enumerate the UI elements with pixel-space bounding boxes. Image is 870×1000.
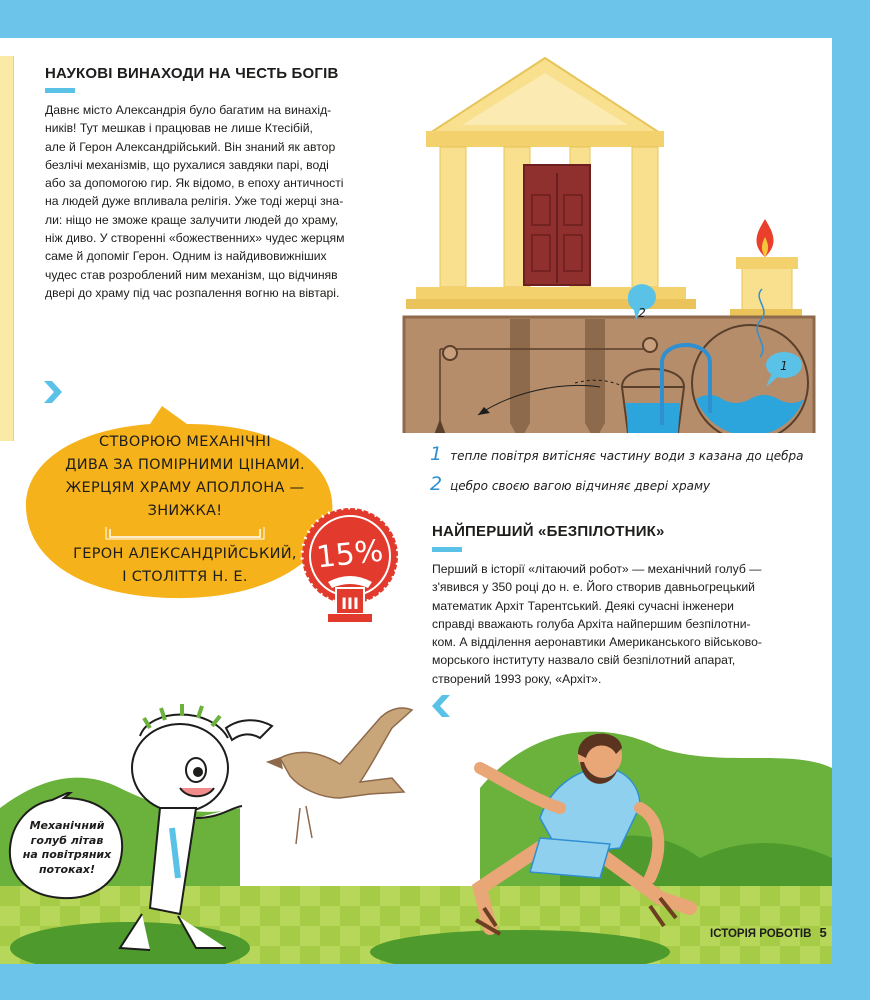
marker-2-label: 2 bbox=[638, 306, 646, 320]
altar bbox=[742, 267, 792, 311]
temple-column bbox=[440, 147, 466, 287]
footer-label: ІСТОРІЯ РОБОТІВ bbox=[710, 928, 812, 940]
text-line: морського інституту назвало свій безпілотний апарат, bbox=[432, 653, 736, 668]
text-line: але й Герон Александрійський. Він знаний як автор bbox=[45, 139, 336, 154]
quote-line: СТВОРЮЮ МЕХАНІЧНІ bbox=[99, 434, 271, 450]
text-line: ли: ніщо не зможе краще залучити людей до храму, bbox=[45, 212, 339, 227]
bubble-line: голуб літав bbox=[30, 833, 104, 847]
text-line: з'явився у 350 році до н. е. Його створив давньогрецький bbox=[432, 580, 755, 595]
speech-bubble-text bbox=[14, 819, 120, 877]
marker-1-label: 1 bbox=[780, 359, 788, 373]
left-edge-strip bbox=[0, 56, 14, 441]
caption-2 bbox=[430, 473, 710, 495]
caption-2-text: цебро своєю вагою відчиняє двері храму bbox=[450, 479, 711, 493]
discount-seal bbox=[298, 500, 408, 632]
page-number: 5 bbox=[819, 925, 827, 940]
temple-diagram bbox=[400, 53, 820, 433]
speech-quote bbox=[50, 431, 320, 523]
text-line: математик Архіт Тарентський. Деякі сучасні інженери bbox=[432, 598, 734, 613]
text-line: або за допомогою гир. Як відомо, в епоху античності bbox=[45, 176, 344, 191]
section1-rule bbox=[45, 88, 75, 93]
speech-text-block bbox=[50, 431, 320, 589]
section1-text bbox=[45, 101, 390, 302]
page-footer bbox=[710, 925, 827, 940]
section2-title: НАЙПЕРШИЙ «БЕЗПІЛОТНИК» bbox=[432, 523, 665, 540]
text-line: ніж диво. У створенні «божественних» чудес жерцям bbox=[45, 231, 345, 246]
quote-line: ДИВА ЗА ПОМІРНИМИ ЦІНАМИ. bbox=[65, 457, 305, 473]
mechanical-pigeon bbox=[268, 708, 412, 844]
caption-1 bbox=[430, 443, 804, 465]
text-line: Перший в історії «літаючий робот» — механічний голуб — bbox=[432, 562, 762, 576]
author-line: І СТОЛІТТЯ Н. Е. bbox=[122, 569, 248, 585]
text-line: двері до храму під час розпалення вогню на вівтарі. bbox=[45, 285, 340, 300]
temple-column bbox=[632, 147, 658, 287]
text-line: ників! Тут мешкав і працював не лише Ктесібій, bbox=[45, 121, 313, 136]
speech-author bbox=[50, 543, 320, 589]
text-line: Давнє місто Александрія було багатим на винахід- bbox=[45, 103, 332, 117]
caption-1-text: тепле повітря витісняє частину води з казана до цебра bbox=[450, 449, 804, 463]
discount-value: 15% bbox=[314, 533, 385, 576]
text-line: справді вважають голуба Архіта найпершим безпілотни- bbox=[432, 616, 751, 631]
quote-line: ЖЕРЦЯМ ХРАМУ АПОЛЛОНА — bbox=[65, 480, 305, 496]
text-line: саме й допоміг Герон. Одним із найдивовижніших bbox=[45, 249, 327, 264]
quote-line: ЗНИЖКА! bbox=[147, 503, 223, 519]
seal-numeral: III bbox=[341, 594, 359, 613]
caption-1-number: 1 bbox=[430, 443, 443, 465]
ornament-divider bbox=[50, 525, 320, 541]
chevron-right-icon[interactable] bbox=[40, 379, 66, 405]
text-line: на людей дуже впливала релігія. Уже тоді жерці зна- bbox=[45, 194, 344, 209]
text-line: створений 1993 року, «Архіт». bbox=[432, 671, 602, 686]
bubble-line: Механічний bbox=[29, 819, 105, 832]
section1-title: НАУКОВІ ВИНАХОДИ НА ЧЕСТЬ БОГІВ bbox=[45, 65, 339, 82]
text-line: ком. А відділення аеронавтики Американського військово- bbox=[432, 635, 762, 650]
caption-2-number: 2 bbox=[430, 473, 443, 495]
page bbox=[0, 38, 832, 964]
author-line: ГЕРОН АЛЕКСАНДРІЙСЬКИЙ, bbox=[73, 546, 297, 562]
section2-rule bbox=[432, 547, 462, 552]
text-line: чудес став розроблений ним механізм, що відчиняв bbox=[45, 267, 338, 282]
bubble-line: потоках! bbox=[38, 862, 96, 876]
text-line: безлічі механізмів, що рухалися завдяки парі, воді bbox=[45, 157, 329, 172]
bubble-line: на повітряних bbox=[22, 848, 112, 861]
